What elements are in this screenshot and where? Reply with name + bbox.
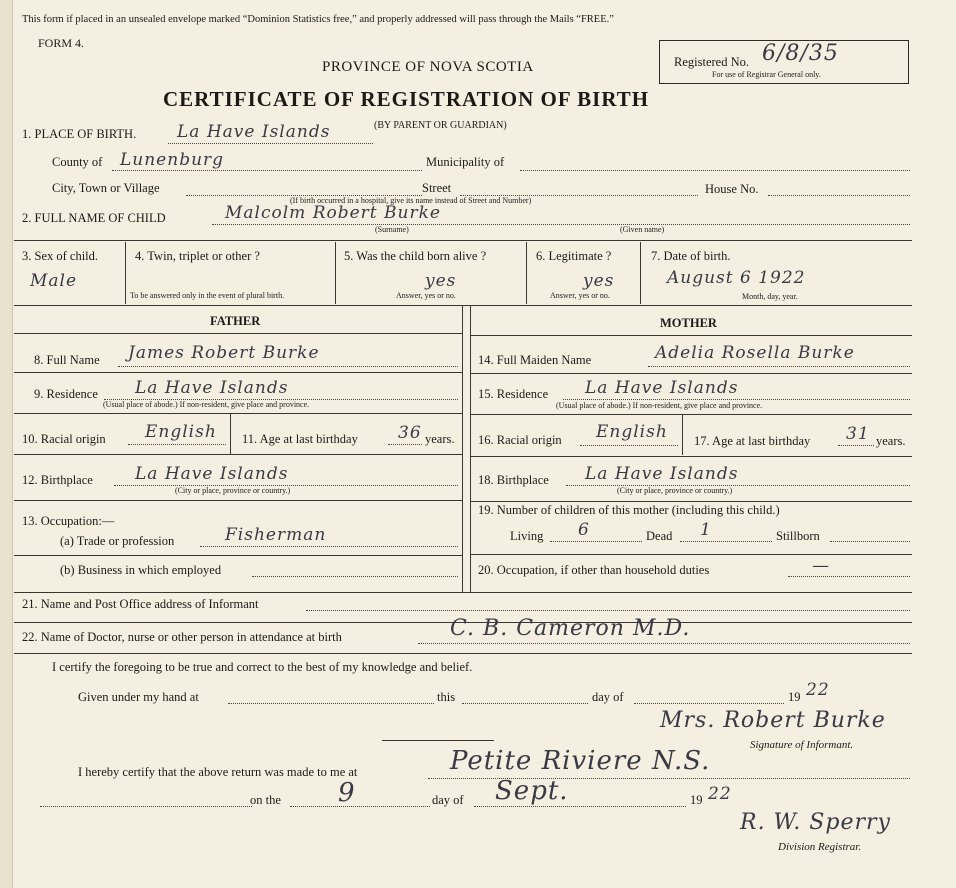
- living-label: Living: [510, 529, 544, 543]
- mother-birthplace-note: (City or place, province or country.): [617, 486, 733, 495]
- father-race-label: 10. Racial origin: [22, 432, 106, 446]
- child-name-value: Malcolm Robert Burke: [225, 203, 441, 223]
- year2-prefix: 19: [690, 793, 703, 807]
- this-label: this: [437, 690, 456, 704]
- mother-birthplace-label: 18. Birthplace: [478, 473, 549, 487]
- hospital-note: (If birth occurred in a hospital, give its name instead of Street and Number): [290, 196, 532, 205]
- father-years: years.: [425, 432, 455, 446]
- dead-label: Dead: [646, 529, 673, 543]
- given-under-label: Given under my hand at: [78, 690, 199, 704]
- year-prefix: 19: [788, 690, 801, 704]
- alive-label: 5. Was the child born alive ?: [344, 249, 487, 263]
- father-residence-label: 9. Residence: [34, 387, 98, 401]
- on-the-value: 9: [338, 778, 356, 808]
- mother-occupation-label: 20. Occupation, if other than household duties: [478, 563, 710, 577]
- year-value: 22: [806, 680, 830, 700]
- mother-name-label: 14. Full Maiden Name: [478, 353, 592, 367]
- father-birthplace-label: 12. Birthplace: [22, 473, 93, 487]
- father-name-label: 8. Full Name: [34, 353, 100, 367]
- living-value: 6: [578, 520, 590, 540]
- return-label: I hereby certify that the above return was made to me at: [78, 765, 358, 779]
- father-race-value: English: [145, 422, 217, 442]
- registrar-use-note: For use of Registrar General only.: [712, 70, 821, 79]
- county-label: County of: [52, 155, 103, 169]
- dead-value: 1: [700, 520, 712, 540]
- doctor-value: C. B. Cameron M.D.: [450, 616, 691, 641]
- father-heading: FATHER: [210, 314, 261, 328]
- father-residence-value: La Have Islands: [135, 378, 289, 398]
- legitimate-value: yes: [583, 271, 615, 291]
- mother-age-label: 17. Age at last birthday: [694, 434, 811, 448]
- mother-name-value: Adelia Rosella Burke: [655, 343, 855, 363]
- sex-value: Male: [30, 271, 78, 291]
- mother-age-value: 31: [846, 424, 870, 444]
- father-age-value: 36: [398, 423, 422, 443]
- mother-birthplace-value: La Have Islands: [585, 464, 739, 484]
- form-number: FORM 4.: [38, 36, 85, 50]
- place-label: 1. PLACE OF BIRTH.: [22, 127, 137, 141]
- street-label: Street: [422, 181, 452, 195]
- informant-signature: Mrs. Robert Burke: [660, 708, 886, 733]
- given-name-note: (Given name): [620, 225, 665, 234]
- province-heading: PROVINCE OF NOVA SCOTIA: [322, 59, 534, 75]
- registered-number: 6/8/35: [762, 41, 839, 66]
- doctor-label: 22. Name of Doctor, nurse or other person in attendance at birth: [22, 630, 342, 644]
- legitimate-label: 6. Legitimate ?: [536, 249, 612, 263]
- mother-residence-note: (Usual place of abode.) If non-resident, give place and province.: [556, 401, 763, 410]
- on-the-label: on the: [250, 793, 281, 807]
- father-occupation-label: 13. Occupation:—: [22, 514, 115, 528]
- surname-note: (Surname): [375, 225, 409, 234]
- father-birthplace-note: (City or place, province or country.): [175, 486, 291, 495]
- father-birthplace-value: La Have Islands: [135, 464, 289, 484]
- page-title: CERTIFICATE OF REGISTRATION OF BIRTH: [163, 87, 650, 111]
- sex-label: 3. Sex of child.: [22, 249, 99, 263]
- subtitle: (BY PARENT OR GUARDIAN): [374, 120, 507, 131]
- registrar-signature: R. W. Sperry: [740, 810, 891, 835]
- informant-signature-label: Signature of Informant.: [750, 739, 854, 751]
- alive-note: Answer, yes or no.: [396, 291, 456, 300]
- trade-value: Fisherman: [225, 525, 327, 545]
- legitimate-note: Answer, yes or no.: [550, 291, 610, 300]
- child-name-label: 2. FULL NAME OF CHILD: [22, 211, 166, 225]
- mother-race-value: English: [596, 422, 668, 442]
- place-value: La Have Islands: [177, 122, 331, 142]
- mother-years: years.: [876, 434, 906, 448]
- mother-race-label: 16. Racial origin: [478, 433, 562, 447]
- year2-value: 22: [708, 784, 732, 804]
- certify-statement: I certify the foregoing to be true and correct to the best of my knowledge and belief.: [52, 660, 473, 674]
- business-label: (b) Business in which employed: [60, 563, 222, 577]
- registrar-signature-label: Division Registrar.: [778, 841, 862, 853]
- children-count-label: 19. Number of children of this mother (including this child.): [478, 503, 780, 517]
- city-label: City, Town or Village: [52, 181, 160, 195]
- informant-label: 21. Name and Post Office address of Informant: [22, 597, 259, 611]
- day-of-label: day of: [592, 690, 624, 704]
- mother-residence-label: 15. Residence: [478, 387, 549, 401]
- date-value: August 6 1922: [667, 268, 806, 288]
- trade-label: (a) Trade or profession: [60, 534, 175, 548]
- municipality-label: Municipality of: [426, 155, 505, 169]
- twin-note: To be answered only in the event of plural birth.: [130, 291, 285, 300]
- paper-edge: [0, 0, 13, 888]
- month-value: Sept.: [495, 776, 569, 806]
- alive-value: yes: [425, 271, 457, 291]
- return-place: Petite Riviere N.S.: [450, 746, 711, 776]
- registered-label: Registered No.: [674, 55, 749, 69]
- mother-heading: MOTHER: [660, 316, 717, 330]
- house-label: House No.: [705, 182, 759, 196]
- mother-occupation-value: —: [812, 556, 830, 576]
- father-residence-note: (Usual place of abode.) If non-resident, give place and province.: [103, 400, 310, 409]
- twin-label: 4. Twin, triplet or other ?: [135, 249, 260, 263]
- father-age-label: 11. Age at last birthday: [242, 432, 358, 446]
- mail-notice: This form if placed in an unsealed envelope marked “Dominion Statistics free,” and properly addressed will pass through the Mails “FREE.”: [22, 14, 614, 25]
- day-of2-label: day of: [432, 793, 464, 807]
- date-note: Month, day, year.: [742, 292, 798, 301]
- father-name-value: James Robert Burke: [128, 343, 320, 363]
- date-label: 7. Date of birth.: [651, 249, 731, 263]
- mother-residence-value: La Have Islands: [585, 378, 739, 398]
- stillborn-label: Stillborn: [776, 529, 820, 543]
- county-value: Lunenburg: [120, 150, 225, 170]
